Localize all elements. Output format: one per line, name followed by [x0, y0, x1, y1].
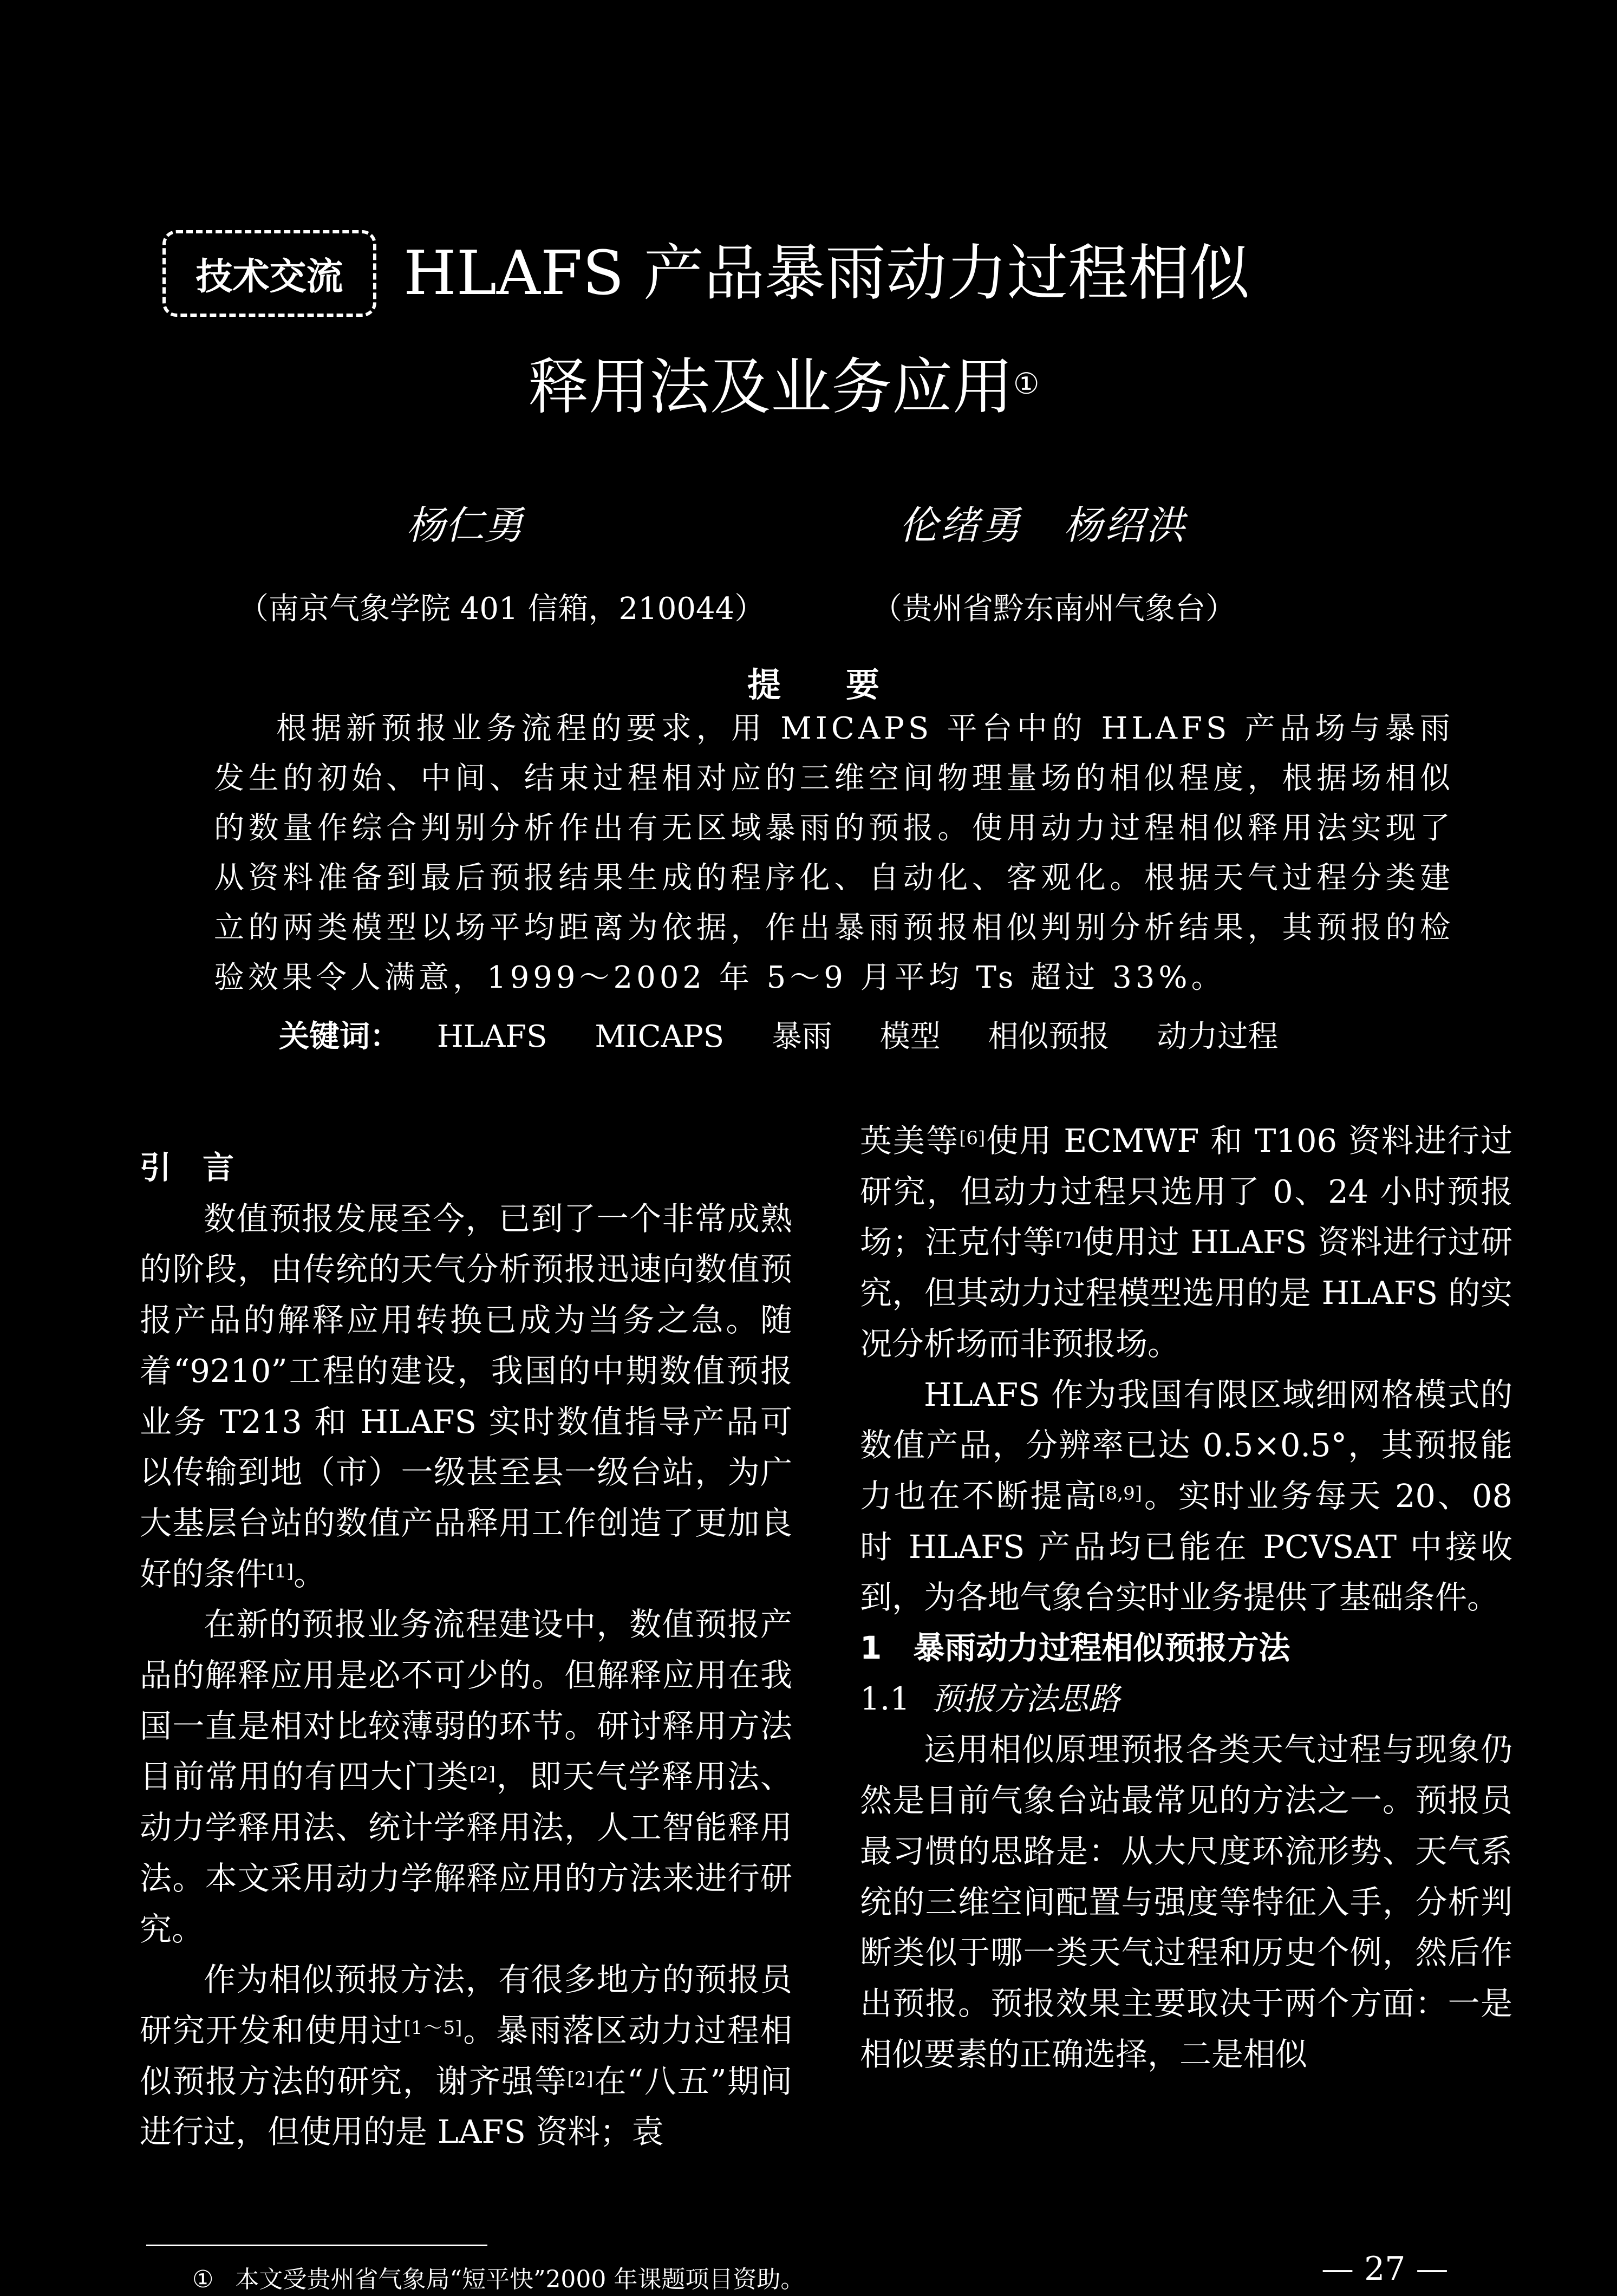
paragraph-text: 数值预报发展至今，已到了一个非常成熟的阶段，由传统的天气分析预报迅速向数值预报产品的解释应用转换已成为当务之急。随着“9210”工程的建设，我国的中期数值预报业务 T213 和 HLAFS 实时数值指导产品可以传输到地（市）一级甚至县一级台站，为广大基层台站的数值产品释用工作创造了更加良好的条件 — [140, 1199, 792, 1593]
section-1-heading: 1 暴雨动力过程相似预报方法 — [860, 1629, 1290, 1667]
paragraph — [860, 1116, 1512, 1369]
paragraph-text: 作为相似预报方法，有很多地方的预报员研究开发和使用过 — [140, 1961, 792, 2049]
body-column-left — [140, 1143, 792, 2157]
author-left: 杨仁勇 — [406, 503, 524, 548]
keywords-label: 关键词： — [279, 1019, 400, 1054]
keyword: MICAPS — [595, 1019, 725, 1054]
paragraph-text: 。实时业务每天 20、08 时 HLAFS 产品均已能在 PCVSAT 中接收到，为各地气象台实时业务提供了基础条件。 — [860, 1477, 1512, 1616]
footnote-mark: ① — [192, 2266, 214, 2293]
paragraph-text: 。暴雨落区动力过程相似预报方法的研究，谢齐强等 — [140, 2011, 792, 2100]
author-right: 伦绪勇 杨绍洪 — [899, 503, 1188, 548]
paragraph-text: ，即天气学释用法、动力学释用法、统计学释用法，人工智能释用法。本文采用动力学解释应用的方法来进行研究。 — [140, 1758, 792, 1948]
abstract-heading: 提要 — [747, 665, 945, 705]
section-tag — [162, 230, 376, 317]
paragraph-text: 使用 ECMWF 和 T106 资料进行过研究，但动力过程只选用了 0、24 小时预报场；汪克付等 — [860, 1122, 1512, 1261]
title-line-2-text: 释用法及业务应用 — [528, 352, 1013, 422]
citation: [8,9] — [1098, 1482, 1143, 1504]
paragraph-text: 英美等 — [860, 1122, 960, 1159]
intro-heading: 引 言 — [140, 1149, 234, 1186]
footnote-text: 本文受贵州省气象局“短平快”2000 年课题项目资助。 — [235, 2266, 805, 2293]
citation: [7] — [1055, 1229, 1082, 1251]
body-column-right — [860, 1116, 1512, 2079]
paragraph — [860, 1369, 1512, 1623]
paragraph — [140, 1599, 792, 1954]
affiliation-right: （贵州省黔东南州气象台） — [872, 591, 1236, 627]
keyword: HLAFS — [436, 1019, 547, 1054]
paragraph-text: 在“八五”期间进行过，但使用的是 LAFS 资料；袁 — [140, 2062, 792, 2151]
affiliation-left: （南京气象学院 401 信箱，210044） — [238, 591, 765, 627]
keyword: 相似预报 — [988, 1019, 1110, 1054]
title-line-1: HLAFS 产品暴雨动力过程相似 — [403, 238, 1250, 309]
citation: [1～5] — [403, 2017, 462, 2039]
citation: [6] — [959, 1127, 986, 1149]
keywords — [279, 1013, 1316, 1061]
keyword: 模型 — [879, 1019, 941, 1054]
title-footnote-mark: ① — [1013, 367, 1040, 401]
citation: [1] — [268, 1560, 294, 1582]
abstract-text: 根据新预报业务流程的要求，用 MICAPS 平台中的 HLAFS 产品场与暴雨发生的初始、中间、结束过程相对应的三维空间物理量场的相似程度，根据场相似的数量作综合判别分析作出有无区域暴雨的预报。使用动力过程相似释用法实现了从资料准备到最后预报结果生成的程序化、自动化、客观化。根据天气过程分类建立的两类模型以场平均距离为依据，作出暴雨预报相似判别分析结果，其预报的检验效果令人满意，1999～2002 年 5～9 月平均 Ts 超过 33%。 — [214, 711, 1454, 995]
paragraph — [140, 1193, 792, 1600]
title-line-2 — [528, 347, 1039, 428]
section-1-1-heading — [860, 1674, 1512, 1725]
paragraph-text: HLAFS 作为我国有限区域细网格模式的数值产品，分辨率已达 0.5×0.5°，其预报能力也在不断提高 — [860, 1375, 1512, 1515]
page-number: — 27 — — [1321, 2250, 1449, 2288]
paragraph — [140, 1954, 792, 2157]
section-tag-label: 技术交流 — [195, 255, 343, 298]
citation: [2] — [469, 1763, 496, 1785]
paragraph: 运用相似原理预报各类天气过程与现象仍然是目前气象台站最常见的方法之一。预报员最习惯的思路是：从大尺度环流形势、天气系统的三维空间配置与强度等特征入手，分析判断类似于哪一类天气过程和历史个例，然后作出预报。预报效果主要取决于两个方面：一是相似要素的正确选择，二是相似 — [860, 1731, 1512, 2073]
keyword: 动力过程 — [1157, 1019, 1279, 1054]
paragraph-text: 。 — [294, 1555, 326, 1593]
footnote — [192, 2264, 804, 2296]
footnote-divider — [146, 2245, 487, 2246]
citation: [2] — [567, 2067, 594, 2090]
keyword: 暴雨 — [771, 1019, 832, 1054]
section-1-1-title: 预报方法思路 — [931, 1680, 1120, 1717]
paragraph-text: 在新的预报业务流程建设中，数值预报产品的解释应用是必不可少的。但解释应用在我国一直是相对比较薄弱的环节。研讨释用方法目前常用的有四大门类 — [140, 1606, 792, 1796]
paragraph-text: 使用过 HLAFS 资料进行过研究，但其动力过程模型选用的是 HLAFS 的实况分析场而非预报场。 — [860, 1223, 1512, 1362]
section-1-1-number: 1.1 — [860, 1680, 910, 1717]
